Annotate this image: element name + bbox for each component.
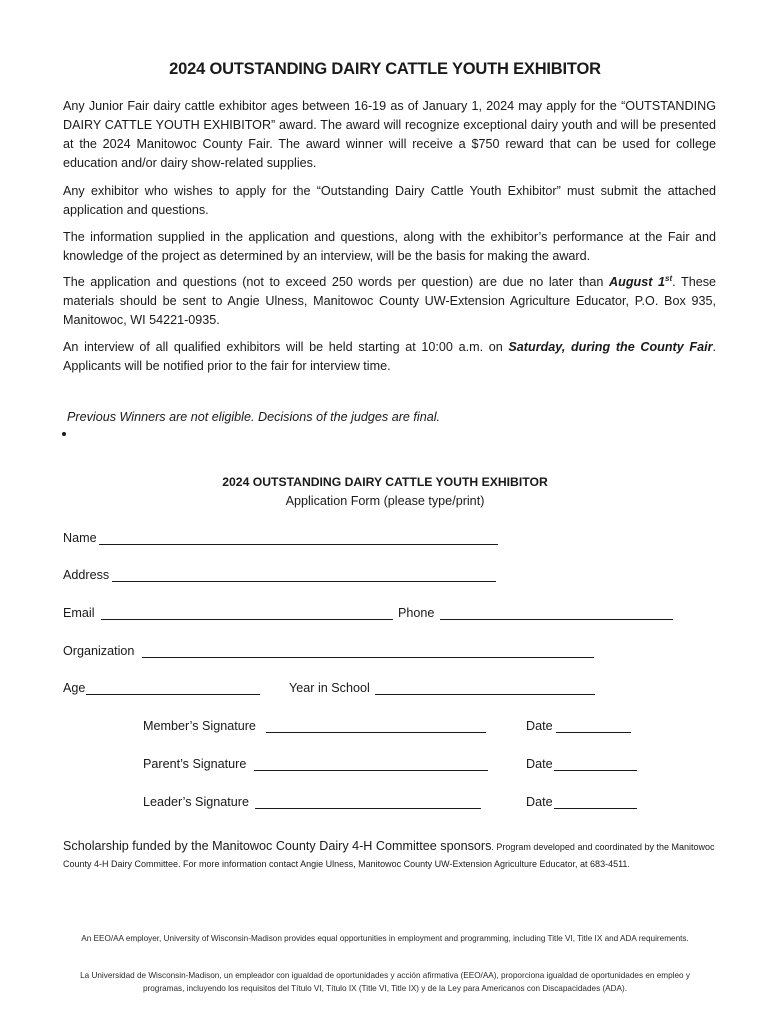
interview-text-start: An interview of all qualified exhibitors will be held starting at 10:00 a.m. on [63, 340, 509, 354]
address-field[interactable] [112, 581, 496, 582]
age-label: Age [63, 681, 86, 695]
interview-text-end: . Applicants will be notified prior to the fair for interview time. [63, 340, 717, 373]
criteria-paragraph: The information supplied in the application and questions, along with the exhibitor’s performance at the Fair and knowledge of the project as determined by an interview, will be the basis for making the award. [63, 230, 716, 263]
deadline-date-suffix: st [665, 273, 673, 283]
name-field[interactable] [99, 544, 498, 545]
name-label: Name [63, 531, 97, 545]
form-title: 2024 OUTSTANDING DAIRY CATTLE YOUTH EXHIBITOR [222, 475, 548, 489]
email-field[interactable] [101, 619, 393, 620]
member-signature-field[interactable] [266, 732, 486, 733]
organization-field[interactable] [142, 657, 594, 658]
parent-signature-field[interactable] [254, 770, 488, 771]
form-subtitle: Application Form (please type/print) [285, 494, 485, 508]
organization-label: Organization [63, 644, 135, 658]
sponsor-detail: . Program developed and coordinated by the Manitowoc County 4-H Dairy Committee. For more information contact Angie Ulness, Manitowoc County UW-Extension Agriculture Educator, at 683-4511. [63, 842, 715, 869]
leader-date-label: Date [526, 795, 553, 809]
deadline-date: August 1st [609, 273, 673, 289]
leader-date-field[interactable] [554, 808, 637, 809]
deadline-paragraph [63, 273, 716, 330]
deadline-text-end: . These materials should be sent to Angie Ulness, Manitowoc County UW-Extension Agriculture Educator, P.O. Box 935, Manitowoc, WI 54221-0935. [63, 275, 717, 327]
member-signature-label: Member’s Signature [143, 719, 256, 733]
page-title: 2024 OUTSTANDING DAIRY CATTLE YOUTH EXHIBITOR [169, 60, 601, 78]
member-date-label: Date [526, 719, 553, 733]
year-in-school-label: Year in School [289, 681, 370, 695]
email-label: Email [63, 606, 95, 620]
parent-signature-label: Parent’s Signature [143, 757, 247, 771]
bullet-dot [62, 432, 66, 436]
eligibility-paragraph: Any Junior Fair dairy cattle exhibitor ages between 16-19 as of January 1, 2024 may apply for the “OUTSTANDING DAIRY CATTLE YOUTH EXHIBITOR” award. The award will recognize exceptional dairy youth and will be presented at the 2024 Manitowoc County Fair. The award winner will receive a $750 reward that can be used for college education and/or dairy show-related supplies. [63, 99, 716, 170]
eligibility-note: Previous Winners are not eligible. Decisions of the judges are final. [67, 410, 440, 424]
submission-paragraph: Any exhibitor who wishes to apply for the “Outstanding Dairy Cattle Youth Exhibitor” must submit the attached application and questions. [63, 184, 716, 217]
footer-spanish: La Universidad de Wisconsin-Madison, un empleador con igualdad de oportunidades y acción afirmativa (EEO/AA), proporciona igualdad de oportunidades en empleo y programas, incluyendo los requisitos del Título VI, Título IX (Title VI, Title IX) y de la Ley para Americanos con Discapacidades (ADA). [80, 971, 690, 993]
sponsor-note [63, 838, 723, 873]
address-label: Address [63, 568, 110, 582]
deadline-text-start: The application and questions (not to exceed 250 words per question) are due no later than [63, 275, 610, 289]
footer-english: An EEO/AA employer, University of Wisconsin-Madison provides equal opportunities in employment and programming, including Title VI, Title IX and ADA requirements. [81, 934, 689, 943]
phone-label: Phone [398, 606, 435, 620]
interview-time: Saturday, during the County Fair [508, 340, 713, 354]
phone-field[interactable] [440, 619, 673, 620]
parent-date-field[interactable] [554, 770, 637, 771]
interview-paragraph [63, 338, 716, 376]
member-date-field[interactable] [556, 732, 631, 733]
leader-signature-field[interactable] [255, 808, 481, 809]
sponsor-main: Scholarship funded by the Manitowoc County Dairy 4-H Committee sponsors [63, 839, 492, 853]
year-in-school-field[interactable] [375, 694, 595, 695]
age-field[interactable] [86, 694, 260, 695]
parent-date-label: Date [526, 757, 553, 771]
leader-signature-label: Leader’s Signature [143, 795, 249, 809]
